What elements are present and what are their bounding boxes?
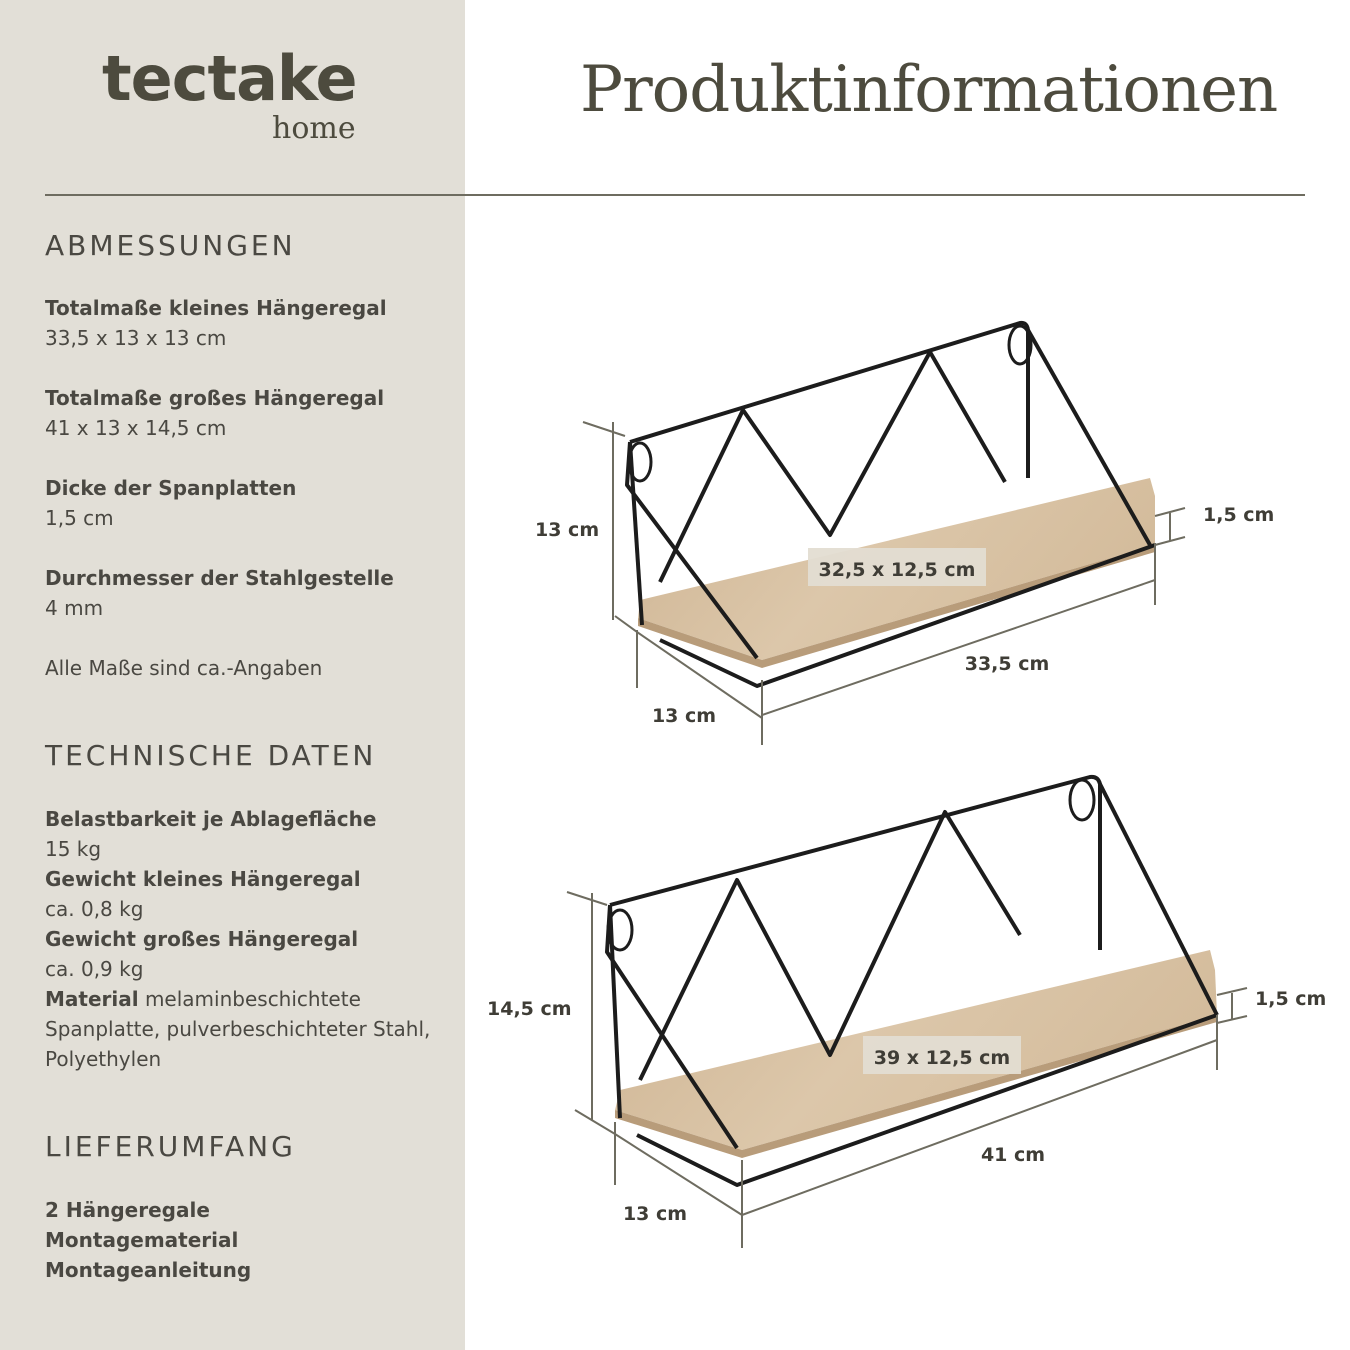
spec-label: Belastbarkeit je Ablagefläche	[45, 807, 377, 831]
page-title: Produktinformationen	[580, 53, 1278, 127]
spec-value: 1,5 cm	[45, 506, 114, 530]
spec-label: Durchmesser der Stahlgestelle	[45, 566, 394, 590]
small-shelf-width-label: 33,5 cm	[964, 653, 1050, 675]
small-shelf-illustration	[535, 323, 1274, 745]
spec-value: 4 mm	[45, 596, 104, 620]
shelf-drawings	[465, 200, 1350, 1350]
small-shelf-height-label: 13 cm	[535, 519, 600, 541]
spec-label: Dicke der Spanplatten	[45, 476, 297, 500]
delivery-item: Montagematerial	[45, 1228, 239, 1252]
brand-logo: tectake	[102, 42, 357, 115]
delivery-item: 2 Hängeregale	[45, 1198, 210, 1222]
large-shelf-illustration	[487, 777, 1326, 1248]
small-shelf-board-label: 32,5 x 12,5 cm	[818, 559, 976, 581]
section-heading-technische-daten: TECHNISCHE DATEN	[45, 739, 377, 772]
brand-logo-sub: home	[272, 111, 356, 146]
delivery-item: Montageanleitung	[45, 1258, 252, 1282]
spec-value: 33,5 x 13 x 13 cm	[45, 326, 227, 350]
large-shelf-width-label: 41 cm	[980, 1144, 1046, 1166]
spec-label: Totalmaße großes Hängeregal	[45, 386, 385, 410]
spec-label: Gewicht kleines Hängeregal	[45, 867, 361, 891]
spec-value: ca. 0,9 kg	[45, 957, 144, 981]
divider	[45, 194, 1305, 196]
mounting-hole-icon	[629, 326, 1031, 481]
mounting-hole-icon	[608, 780, 1094, 950]
spec-label: Gewicht großes Hängeregal	[45, 927, 359, 951]
material-spec	[45, 984, 445, 1074]
large-shelf-height-label: 14,5 cm	[487, 998, 572, 1020]
spec-value: 41 x 13 x 14,5 cm	[45, 416, 227, 440]
material-label: Material	[45, 987, 139, 1011]
spec-label: Totalmaße kleines Hängeregal	[45, 296, 387, 320]
section-heading-abmessungen: ABMESSUNGEN	[45, 229, 296, 262]
small-shelf-depth-label: 13 cm	[651, 705, 717, 727]
spec-value: 15 kg	[45, 837, 102, 861]
section-heading-lieferumfang: LIEFERUMFANG	[45, 1130, 296, 1163]
large-shelf-depth-label: 13 cm	[622, 1203, 688, 1225]
material-value: melaminbeschichtete Spanplatte, pulverbeschichteter Stahl, Polyethylen	[45, 987, 431, 1071]
small-shelf-thickness-label: 1,5 cm	[1203, 504, 1275, 526]
dimensions-note: Alle Maße sind ca.-Angaben	[45, 656, 323, 680]
spec-value: ca. 0,8 kg	[45, 897, 144, 921]
large-shelf-board-label: 39 x 12,5 cm	[873, 1047, 1011, 1069]
large-shelf-thickness-label: 1,5 cm	[1255, 988, 1327, 1010]
